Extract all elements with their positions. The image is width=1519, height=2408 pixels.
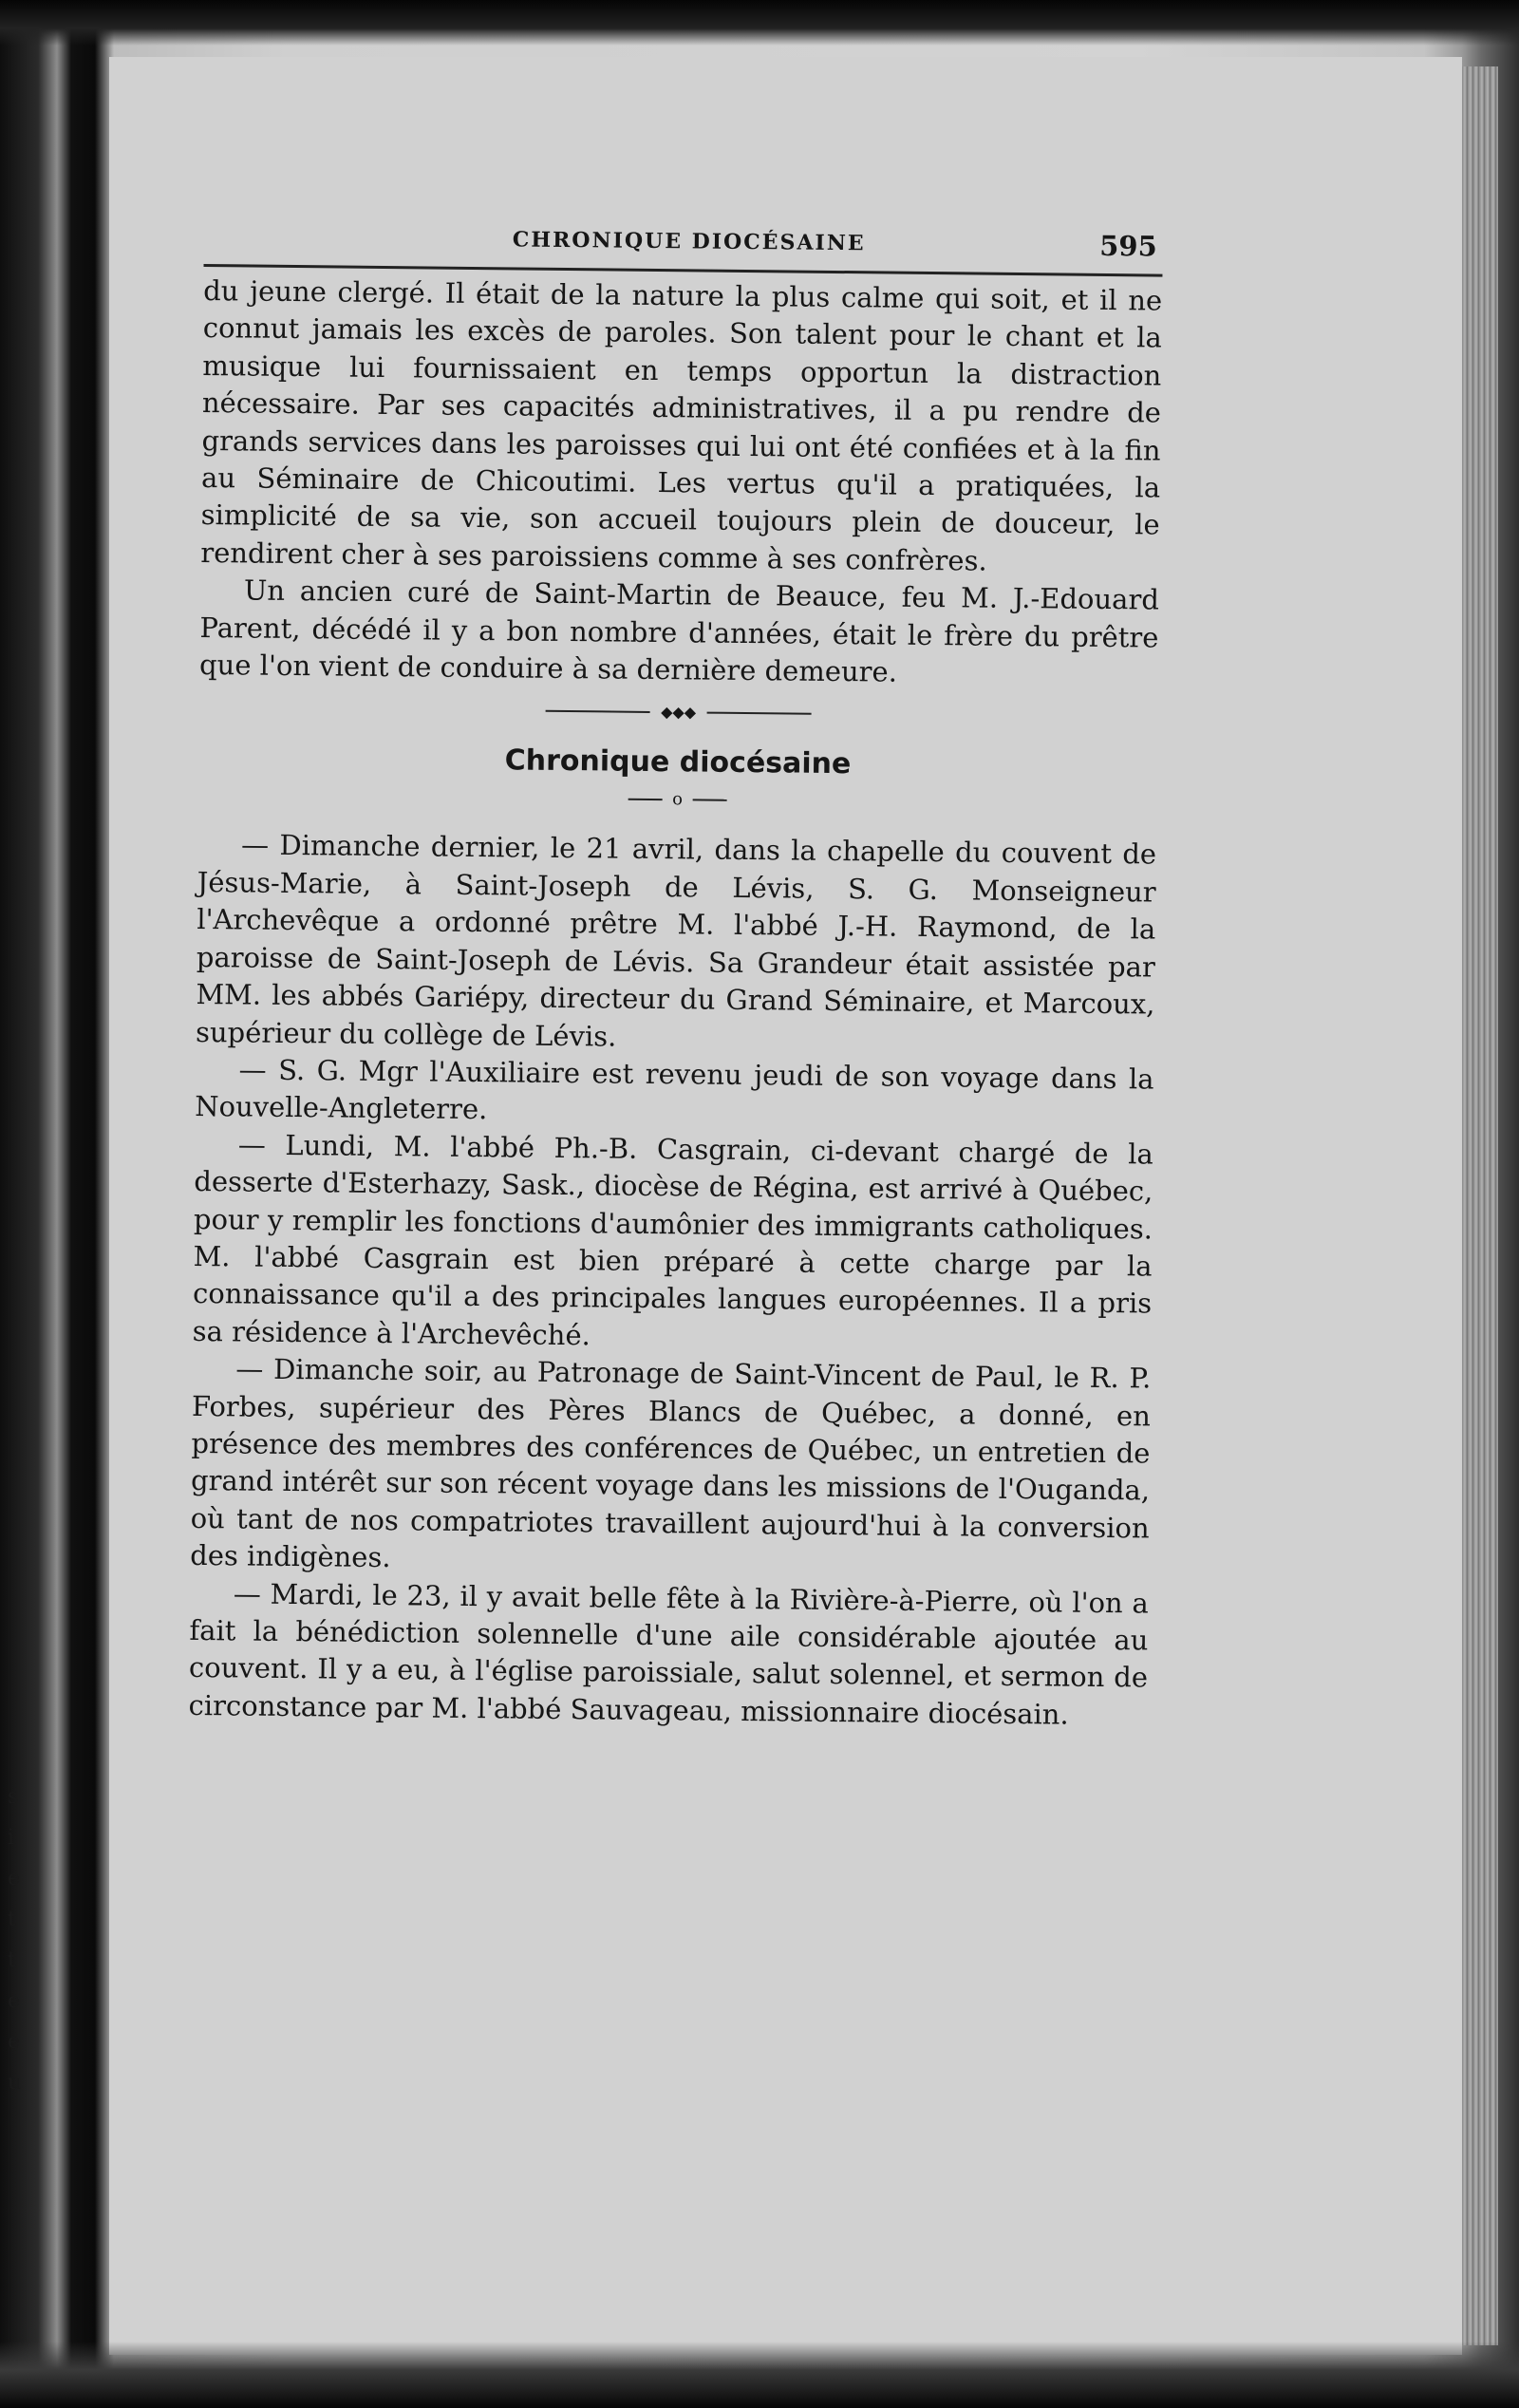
adjacent-letter: t xyxy=(8,1908,16,1931)
page-content xyxy=(188,220,1163,1735)
adjacent-page-fragment xyxy=(0,1785,38,2095)
ornament-mark: o xyxy=(672,789,684,810)
chronicle-item: — Dimanche dernier, le 21 avril, dans la chapelle du couvent de Jésus-Marie, à Saint-Joseph de Lévis, S. G. Monseigneur l'Archevêque a ordonné prêtre M. l'abbé J.-H. Raymond, de la paroisse de Saint-Joseph de Lévis. Sa Grandeur était assistée par MM. les abbés Gariépy, directeur du Grand Séminaire, et Marcoux, supérieur du collège de Lévis. xyxy=(195,828,1157,1053)
obituary-paragraph: du jeune clergé. Il était de la nature la plus calme qui soit, et il ne connut jamais les excès de paroles. Son talent pour le chant et la musique lui fournissaient en temps opportun la distraction nécessaire. Par ses capacités administratives, il a pu rendre de grands services dans les paroisses qui lui ont été confiées et à la fin au Séminaire de Chicoutimi. Les vertus qu'il a pratiquées, la simplicité de sa vie, son accueil toujours plein de douceur, le rendirent cher à ses paroissiens comme à ses confrères. xyxy=(200,273,1163,577)
adjacent-letter: i xyxy=(8,1826,15,1850)
film-bottom-edge xyxy=(0,2342,1519,2408)
running-title: CHRONIQUE DIOCÉSAINE xyxy=(512,227,866,256)
adjacent-letter: u xyxy=(8,2071,22,2095)
page-stack-edge xyxy=(1462,66,1498,2345)
running-header xyxy=(203,220,1162,277)
ornament-rule xyxy=(628,799,662,800)
ornament-rule xyxy=(693,800,727,801)
adjacent-letter: t xyxy=(8,1948,16,1972)
adjacent-letter: s xyxy=(8,1785,19,1809)
section-divider xyxy=(198,691,1157,734)
chronicle-item: — Mardi, le 23, il y avait belle fête à la Rivière-à-Pierre, où l'on a fait la bénédiction solennelle d'une aile considérable ajoutée au couvent. Il y a eu, à l'église paroissiale, salut solennel, et sermon de circonstance par M. l'abbé Sauvageau, missionnaire diocésain. xyxy=(188,1576,1149,1731)
adjacent-letter: e xyxy=(8,1867,21,1891)
divider-ornament: ◆◆◆ xyxy=(661,703,697,722)
chronicle-item: — Lundi, M. l'abbé Ph.-B. Casgrain, ci-devant chargé de la desserte d'Esterhazy, Sask., diocèse de Régina, est arrivé à Québec, pour y remplir les fonctions d'aumônier des immigrants catholiques. M. l'abbé Casgrain est bien préparé à cette charge par la connaissance qu'il a des principales langues européennes. Il a pris sa résidence à l'Archevêché. xyxy=(192,1128,1153,1352)
divider-rule xyxy=(707,712,812,715)
adjacent-letter: e xyxy=(8,2030,21,2054)
chronicle-item: — Dimanche soir, au Patronage de Saint-Vincent de Paul, le R. P. Forbes, supérieur des Pères Blancs de Québec, a donné, en présence des membres des conférences de Québec, un entretien de grand intérêt sur son récent voyage dans les missions de l'Ouganda, où tant de nos compatriotes travaillent aujourd'hui à la conversion des indigènes. xyxy=(190,1352,1152,1574)
obituary-paragraph: Un ancien curé de Saint-Martin de Beauce, feu M. J.-Edouard Parent, décédé il y a bon nombre d'années, était le frère du prêtre que l'on vient de conduire à sa dernière demeure. xyxy=(198,574,1160,688)
chronicle-item: — S. G. Mgr l'Auxiliaire est revenu jeudi de son voyage dans la Nouvelle-Angleterre. xyxy=(195,1053,1154,1126)
film-top-edge xyxy=(0,0,1519,46)
page-number: 595 xyxy=(1099,229,1157,263)
divider-rule xyxy=(545,710,649,713)
section-title: Chronique diocésaine xyxy=(504,743,852,781)
adjacent-letter: e xyxy=(8,1989,21,2013)
